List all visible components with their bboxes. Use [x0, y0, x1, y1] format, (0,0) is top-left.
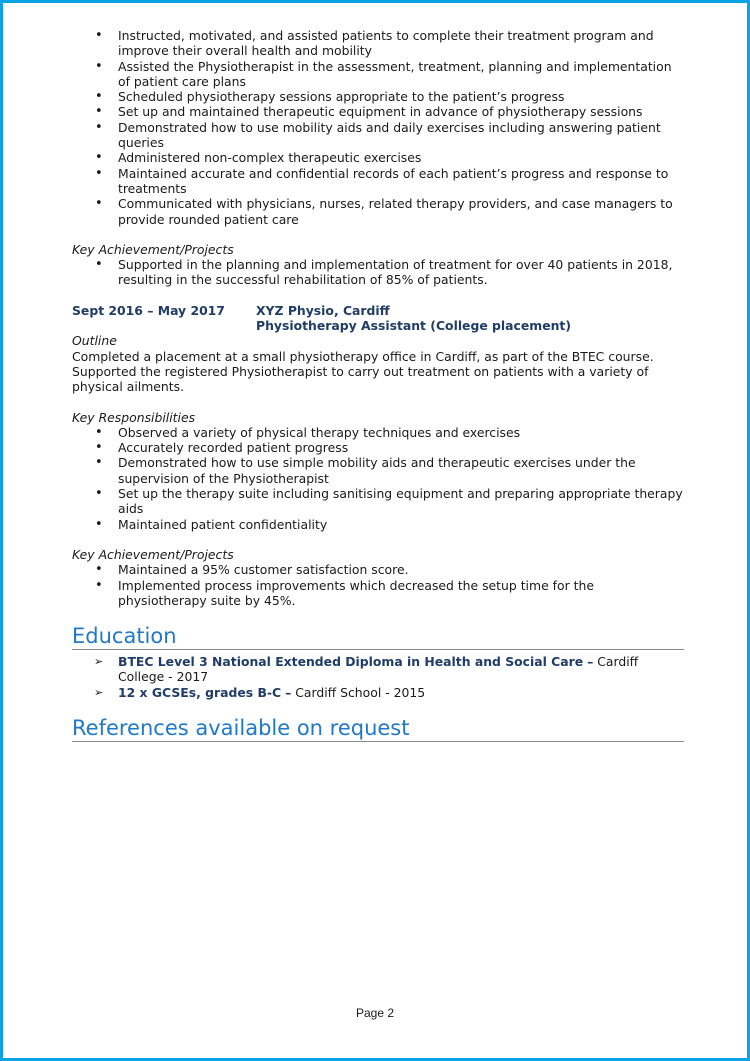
- list-item: • Assisted the Physiotherapist in the assessment, treatment, planning and implementation of patient care plans: [72, 59, 684, 90]
- role2-employer-block: [256, 303, 571, 334]
- list-item: • Observed a variety of physical therapy techniques and exercises: [72, 425, 684, 440]
- role2-title: Physiotherapy Assistant (College placement): [256, 318, 571, 334]
- list-item: • Supported in the planning and implementation of treatment for over 40 patients in 2018, resulting in the successful rehabilitation of 85% of patients.: [72, 257, 684, 288]
- references-heading: References available on request: [72, 715, 684, 742]
- education-detail: Cardiff School - 2015: [291, 684, 426, 700]
- list-item: • Instructed, motivated, and assisted patients to complete their treatment program and improve their overall health and mobility: [72, 28, 684, 59]
- list-item: • Maintained patient confidentiality: [72, 517, 684, 532]
- arrow-bullet-icon: ➢: [94, 655, 104, 669]
- role2-employer: XYZ Physio, Cardiff: [256, 302, 390, 318]
- education-qualification: 12 x GCSEs, grades B-C: [118, 684, 282, 700]
- list-item: • Communicated with physicians, nurses, related therapy providers, and case managers to provide rounded patient care: [72, 196, 684, 227]
- list-item: • Demonstrated how to use simple mobility aids and therapeutic exercises under the supervision of the Physiotherapist: [72, 455, 684, 486]
- list-item: • Demonstrated how to use mobility aids and daily exercises including answering patient queries: [72, 120, 684, 151]
- arrow-bullet-icon: ➢: [94, 685, 104, 699]
- role2-achievements-heading: Key Achievement/Projects: [72, 546, 234, 562]
- role1-achievements-heading: Key Achievement/Projects: [72, 241, 234, 257]
- role2-header: [72, 303, 684, 334]
- education-list: [72, 654, 684, 700]
- role2-responsibilities-list: [72, 425, 684, 532]
- education-item: [72, 654, 684, 685]
- role2-outline: Completed a placement at a small physiotherapy office in Cardiff, as part of the BTEC course. Supported the registered Physiotherapist to carry out treatment on patients with a variety of physical ailments.: [72, 348, 654, 395]
- education-heading: Education: [72, 623, 684, 650]
- list-item: • Set up and maintained therapeutic equipment in advance of physiotherapy sessions: [72, 104, 684, 119]
- list-item: • Accurately recorded patient progress: [72, 440, 684, 455]
- list-item: • Maintained accurate and confidential records of each patient’s progress and response to treatments: [72, 166, 684, 197]
- education-qualification: BTEC Level 3 National Extended Diploma in Health and Social Care: [118, 654, 584, 670]
- education-item: [72, 685, 684, 700]
- role2-outline-heading: Outline: [72, 333, 117, 349]
- education-dash: –: [285, 684, 292, 700]
- role2-responsibilities-heading: Key Responsibilities: [72, 409, 196, 425]
- role1-responsibilities-list: [72, 28, 684, 227]
- page-number: Page 2: [355, 1006, 395, 1020]
- cv-content: [72, 28, 684, 742]
- role2-dates: Sept 2016 – May 2017: [72, 302, 225, 318]
- list-item: • Maintained a 95% customer satisfaction score.: [72, 562, 684, 577]
- list-item: • Set up the therapy suite including sanitising equipment and preparing appropriate therapy aids: [72, 486, 684, 517]
- education-detail: Cardiff College - 2017: [118, 654, 639, 685]
- education-dash: –: [587, 654, 594, 670]
- list-item: • Administered non-complex therapeutic exercises: [72, 150, 684, 165]
- list-item: • Implemented process improvements which decreased the setup time for the physiotherapy suite by 45%.: [72, 578, 684, 609]
- role1-achievements-list: [72, 257, 684, 288]
- role2-achievements-list: [72, 562, 684, 608]
- list-item: • Scheduled physiotherapy sessions appropriate to the patient’s progress: [72, 89, 684, 104]
